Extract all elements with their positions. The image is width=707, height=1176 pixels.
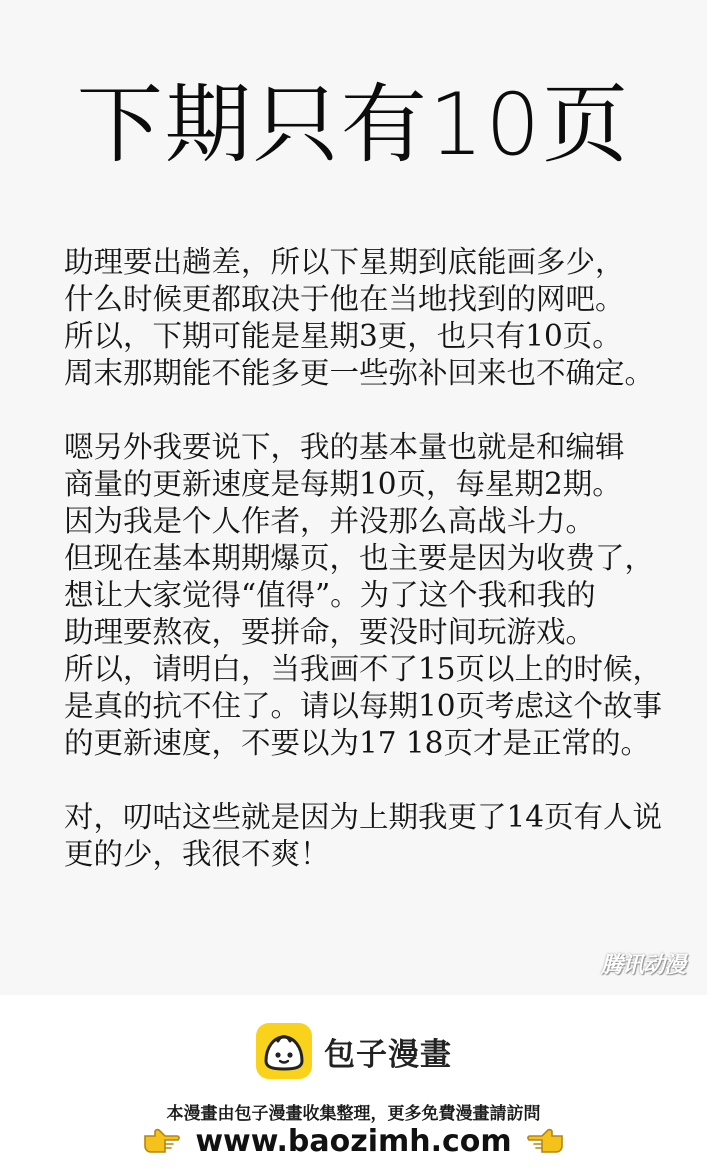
watermark-logo: 腾讯动漫	[600, 953, 685, 978]
text-line: 嗯另外我要说下，我的基本量也就是和编辑	[64, 430, 625, 464]
text-line: 助理要出趟差，所以下星期到底能画多少，	[64, 245, 625, 279]
text-line: 对，叨咕这些就是因为上期我更了14页有人说	[64, 800, 663, 834]
text-line: 想让大家觉得“值得”。为了这个我和我的	[64, 578, 596, 612]
text-line: 助理要熬夜，要拼命，要没时间玩游戏。	[64, 615, 596, 649]
brand[interactable]	[256, 1023, 452, 1079]
text-line: 是真的抗不住了。请以每期10页考虑这个故事	[64, 689, 663, 723]
pointing-left-hand-icon	[526, 1126, 566, 1156]
text-line: 的更新速度，不要以为17 18页才是正常的。	[64, 726, 650, 760]
paragraph-spacer	[64, 392, 684, 429]
paragraph-1	[64, 244, 684, 392]
paragraph-spacer	[64, 762, 684, 799]
page-title: 下期只有10页	[76, 75, 631, 175]
site-footer	[0, 995, 707, 1176]
notice-body	[64, 244, 684, 873]
pointing-right-hand-icon	[141, 1126, 181, 1156]
text-line: 所以，请明白，当我画不了15页以上的时候，	[64, 652, 663, 686]
text-line: 但现在基本期期爆页，也主要是因为收费了，	[64, 541, 655, 575]
text-line: 所以，下期可能是星期3更，也只有10页。	[64, 319, 622, 353]
site-url-link[interactable]: www.baozimh.com	[195, 1123, 512, 1159]
text-line: 商量的更新速度是每期10页，每星期2期。	[64, 467, 622, 501]
text-line: 更的少，我很不爽！	[64, 837, 330, 871]
brand-name: 包子漫畫	[324, 1036, 452, 1073]
text-line: 周末那期能不能多更一些弥补回来也不确定。	[64, 356, 655, 390]
bun-face-icon	[256, 1023, 312, 1079]
site-link-row	[0, 1121, 707, 1161]
text-line: 什么时候更都取决于他在当地找到的网吧。	[64, 282, 625, 316]
paragraph-2	[64, 429, 684, 762]
paragraph-3	[64, 799, 684, 873]
footer-note: 本漫畫由包子漫畫收集整理，更多免費漫畫請訪問	[166, 1104, 541, 1124]
text-line: 因为我是个人作者，并没那么高战斗力。	[64, 504, 596, 538]
